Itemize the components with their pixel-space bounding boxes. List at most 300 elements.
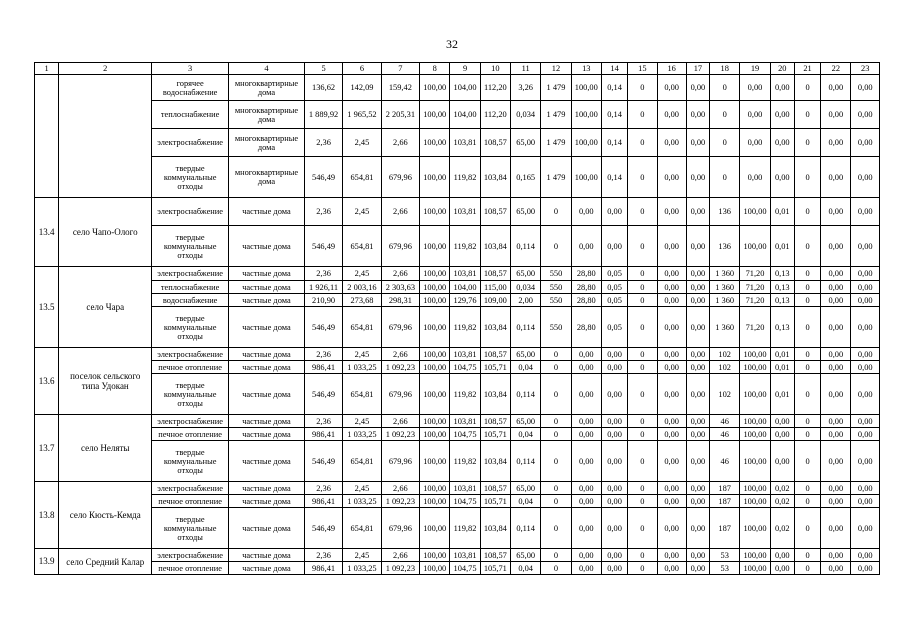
value-cell: 0 [794, 508, 820, 549]
page-number: 32 [446, 37, 458, 51]
value-cell: 0,05 [601, 294, 627, 307]
value-cell: 1 360 [710, 294, 740, 307]
value-cell: 100,00 [420, 75, 450, 101]
value-cell: 100,00 [740, 428, 770, 441]
value-cell: 71,20 [740, 267, 770, 281]
value-cell: 0,034 [511, 281, 541, 294]
value-cell: 0,00 [657, 267, 686, 281]
service-type: электроснабжение [152, 415, 229, 428]
column-number: 18 [710, 63, 740, 75]
service-type: твердые коммунальные отходы [152, 374, 229, 415]
value-cell: 0,00 [571, 226, 601, 267]
value-cell: 1 360 [710, 307, 740, 348]
value-cell: 0 [794, 562, 820, 575]
column-number-row [35, 63, 880, 75]
value-cell: 104,75 [450, 428, 480, 441]
value-cell: 0,00 [821, 361, 851, 374]
settlement-name: поселок сельского типа Удокан [59, 348, 152, 415]
value-cell: 102 [710, 348, 740, 361]
value-cell: 2,36 [304, 482, 342, 495]
value-cell: 0,00 [657, 198, 686, 226]
value-cell: 0,00 [686, 428, 709, 441]
column-number: 13 [571, 63, 601, 75]
value-cell: 108,57 [480, 415, 510, 428]
value-cell: 100,00 [420, 157, 450, 198]
value-cell: 0,00 [851, 348, 880, 361]
value-cell: 0,00 [571, 441, 601, 482]
value-cell: 0,00 [571, 374, 601, 415]
value-cell: 2,66 [381, 198, 419, 226]
value-cell: 1 360 [710, 267, 740, 281]
value-cell: 0,00 [821, 348, 851, 361]
value-cell: 0,00 [770, 157, 794, 198]
tariff-table [34, 62, 880, 575]
value-cell: 65,00 [511, 415, 541, 428]
value-cell: 0,04 [511, 495, 541, 508]
value-cell: 100,00 [420, 281, 450, 294]
value-cell: 0,00 [770, 441, 794, 482]
value-cell: 0,02 [770, 508, 794, 549]
value-cell: 273,68 [343, 294, 381, 307]
value-cell: 2,36 [304, 198, 342, 226]
value-cell: 0,00 [657, 129, 686, 157]
housing-type: частные дома [229, 482, 305, 495]
value-cell: 0,02 [770, 495, 794, 508]
value-cell: 0,00 [821, 75, 851, 101]
value-cell: 0 [628, 267, 657, 281]
value-cell: 298,31 [381, 294, 419, 307]
value-cell: 0,13 [770, 294, 794, 307]
value-cell: 28,80 [571, 267, 601, 281]
service-type: твердые коммунальные отходы [152, 307, 229, 348]
value-cell: 0 [794, 495, 820, 508]
value-cell: 0,00 [686, 101, 709, 129]
value-cell: 0,00 [821, 495, 851, 508]
housing-type: многоквартирные дома [229, 101, 305, 129]
value-cell: 100,00 [420, 415, 450, 428]
value-cell: 1 092,23 [381, 495, 419, 508]
column-number: 16 [657, 63, 686, 75]
value-cell: 103,84 [480, 307, 510, 348]
value-cell: 0,00 [821, 226, 851, 267]
table-row [35, 374, 880, 415]
value-cell: 53 [710, 562, 740, 575]
service-type: электроснабжение [152, 549, 229, 562]
value-cell: 103,84 [480, 157, 510, 198]
value-cell: 102 [710, 361, 740, 374]
housing-type: частные дома [229, 441, 305, 482]
value-cell: 65,00 [511, 198, 541, 226]
value-cell: 108,57 [480, 129, 510, 157]
value-cell: 210,90 [304, 294, 342, 307]
value-cell: 0,14 [601, 157, 627, 198]
value-cell: 1 479 [541, 75, 571, 101]
value-cell: 103,81 [450, 415, 480, 428]
value-cell: 546,49 [304, 307, 342, 348]
value-cell: 0,00 [821, 508, 851, 549]
column-number: 7 [381, 63, 419, 75]
value-cell: 71,20 [740, 294, 770, 307]
value-cell: 0,00 [770, 75, 794, 101]
value-cell: 0 [794, 361, 820, 374]
value-cell: 0 [794, 428, 820, 441]
value-cell: 0,00 [740, 129, 770, 157]
settlement-name: село Кюсть-Кемда [59, 482, 152, 549]
value-cell: 1 360 [710, 281, 740, 294]
value-cell: 2,45 [343, 198, 381, 226]
value-cell: 0,00 [657, 441, 686, 482]
value-cell: 0,05 [601, 281, 627, 294]
value-cell: 108,57 [480, 198, 510, 226]
service-type: твердые коммунальные отходы [152, 226, 229, 267]
column-number: 11 [511, 63, 541, 75]
value-cell: 0,00 [821, 198, 851, 226]
value-cell: 0,00 [601, 549, 627, 562]
value-cell: 0,00 [571, 495, 601, 508]
value-cell: 0 [541, 495, 571, 508]
value-cell: 0,00 [601, 361, 627, 374]
table-row [35, 267, 880, 281]
value-cell: 159,42 [381, 75, 419, 101]
value-cell: 108,57 [480, 267, 510, 281]
value-cell: 1 479 [541, 157, 571, 198]
value-cell: 0,00 [851, 549, 880, 562]
value-cell: 65,00 [511, 348, 541, 361]
column-number: 23 [851, 63, 880, 75]
value-cell: 187 [710, 508, 740, 549]
value-cell: 0,00 [686, 267, 709, 281]
service-type: печное отопление [152, 361, 229, 374]
value-cell: 28,80 [571, 307, 601, 348]
column-number: 10 [480, 63, 510, 75]
value-cell: 2,36 [304, 549, 342, 562]
value-cell: 0 [541, 226, 571, 267]
value-cell: 0 [541, 428, 571, 441]
value-cell: 0,00 [657, 549, 686, 562]
value-cell: 0,00 [851, 307, 880, 348]
value-cell: 0 [794, 75, 820, 101]
settlement-number: 13.4 [35, 198, 59, 267]
value-cell: 28,80 [571, 281, 601, 294]
value-cell: 2,36 [304, 415, 342, 428]
value-cell: 0,00 [821, 441, 851, 482]
value-cell: 100,00 [420, 267, 450, 281]
value-cell: 0,00 [686, 508, 709, 549]
value-cell: 0 [710, 129, 740, 157]
table-row [35, 129, 880, 157]
value-cell: 0 [628, 307, 657, 348]
value-cell: 0,00 [657, 101, 686, 129]
value-cell: 129,76 [450, 294, 480, 307]
value-cell: 0,00 [686, 441, 709, 482]
value-cell: 679,96 [381, 374, 419, 415]
value-cell: 0,00 [851, 428, 880, 441]
value-cell: 187 [710, 482, 740, 495]
value-cell: 0,00 [601, 226, 627, 267]
value-cell: 104,00 [450, 281, 480, 294]
column-number: 21 [794, 63, 820, 75]
value-cell: 0,00 [686, 482, 709, 495]
service-type: электроснабжение [152, 198, 229, 226]
value-cell: 0,00 [821, 428, 851, 441]
value-cell: 0,13 [770, 307, 794, 348]
value-cell: 0,04 [511, 428, 541, 441]
value-cell: 986,41 [304, 495, 342, 508]
housing-type: частные дома [229, 267, 305, 281]
value-cell: 136 [710, 198, 740, 226]
table-row [35, 294, 880, 307]
value-cell: 0,00 [571, 482, 601, 495]
value-cell: 0 [628, 281, 657, 294]
value-cell: 546,49 [304, 441, 342, 482]
settlement-name [59, 75, 152, 198]
value-cell: 0,00 [601, 428, 627, 441]
value-cell: 0,00 [601, 482, 627, 495]
value-cell: 2,45 [343, 482, 381, 495]
value-cell: 0,01 [770, 226, 794, 267]
value-cell: 100,00 [740, 415, 770, 428]
value-cell: 0 [710, 101, 740, 129]
value-cell: 100,00 [420, 441, 450, 482]
value-cell: 0,114 [511, 441, 541, 482]
service-type: горячее водоснабжение [152, 75, 229, 101]
value-cell: 46 [710, 441, 740, 482]
value-cell: 0 [794, 157, 820, 198]
table-row [35, 482, 880, 495]
table-row [35, 157, 880, 198]
value-cell: 0,114 [511, 508, 541, 549]
column-number: 3 [152, 63, 229, 75]
service-type: твердые коммунальные отходы [152, 508, 229, 549]
value-cell: 0 [541, 361, 571, 374]
value-cell: 104,00 [450, 101, 480, 129]
value-cell: 0 [628, 482, 657, 495]
value-cell: 0,00 [601, 441, 627, 482]
value-cell: 0,00 [657, 562, 686, 575]
value-cell: 0 [628, 157, 657, 198]
value-cell: 0,00 [851, 281, 880, 294]
value-cell: 2,45 [343, 129, 381, 157]
value-cell: 0,00 [851, 415, 880, 428]
value-cell: 0,00 [851, 75, 880, 101]
value-cell: 2,36 [304, 348, 342, 361]
value-cell: 2 303,63 [381, 281, 419, 294]
value-cell: 0,00 [851, 374, 880, 415]
value-cell: 1 092,23 [381, 428, 419, 441]
column-number: 12 [541, 63, 571, 75]
value-cell: 0,00 [657, 294, 686, 307]
value-cell: 103,81 [450, 348, 480, 361]
value-cell: 0,00 [821, 157, 851, 198]
value-cell: 0,00 [657, 482, 686, 495]
value-cell: 103,81 [450, 198, 480, 226]
value-cell: 0,00 [851, 562, 880, 575]
value-cell: 0,00 [821, 549, 851, 562]
value-cell: 100,00 [740, 348, 770, 361]
value-cell: 0 [628, 75, 657, 101]
value-cell: 1 965,52 [343, 101, 381, 129]
housing-type: частные дома [229, 294, 305, 307]
table-row [35, 562, 880, 575]
value-cell: 0,00 [740, 157, 770, 198]
table-row [35, 348, 880, 361]
value-cell: 0,00 [770, 428, 794, 441]
housing-type: частные дома [229, 508, 305, 549]
service-type: электроснабжение [152, 267, 229, 281]
value-cell: 0,00 [821, 294, 851, 307]
value-cell: 0,00 [686, 374, 709, 415]
value-cell: 0,00 [686, 129, 709, 157]
value-cell: 0 [628, 428, 657, 441]
value-cell: 0 [794, 226, 820, 267]
value-cell: 0,00 [686, 495, 709, 508]
value-cell: 100,00 [420, 348, 450, 361]
value-cell: 100,00 [740, 361, 770, 374]
value-cell: 0 [794, 294, 820, 307]
value-cell: 1 033,25 [343, 562, 381, 575]
value-cell: 2,00 [511, 294, 541, 307]
value-cell: 0,00 [740, 101, 770, 129]
column-number: 5 [304, 63, 342, 75]
value-cell: 0 [628, 198, 657, 226]
value-cell: 0,00 [851, 361, 880, 374]
value-cell: 0,00 [571, 198, 601, 226]
value-cell: 0,00 [821, 482, 851, 495]
value-cell: 0 [794, 348, 820, 361]
housing-type: многоквартирные дома [229, 75, 305, 101]
value-cell: 0,00 [851, 294, 880, 307]
housing-type: частные дома [229, 374, 305, 415]
table-row [35, 508, 880, 549]
table-row [35, 226, 880, 267]
value-cell: 2 003,16 [343, 281, 381, 294]
column-number: 15 [628, 63, 657, 75]
value-cell: 119,82 [450, 441, 480, 482]
value-cell: 0 [541, 415, 571, 428]
value-cell: 0,14 [601, 101, 627, 129]
settlement-name: село Неляты [59, 415, 152, 482]
value-cell: 679,96 [381, 508, 419, 549]
column-number: 4 [229, 63, 305, 75]
value-cell: 103,84 [480, 508, 510, 549]
housing-type: частные дома [229, 198, 305, 226]
value-cell: 0 [541, 562, 571, 575]
value-cell: 0 [794, 307, 820, 348]
value-cell: 0 [541, 374, 571, 415]
value-cell: 105,71 [480, 495, 510, 508]
service-type: водоснабжение [152, 294, 229, 307]
service-type: теплоснабжение [152, 281, 229, 294]
value-cell: 103,81 [450, 549, 480, 562]
value-cell: 0,14 [601, 129, 627, 157]
value-cell: 104,00 [450, 75, 480, 101]
column-number: 22 [821, 63, 851, 75]
housing-type: частные дома [229, 348, 305, 361]
value-cell: 0,00 [601, 508, 627, 549]
value-cell: 65,00 [511, 267, 541, 281]
value-cell: 0,01 [770, 361, 794, 374]
value-cell: 136,62 [304, 75, 342, 101]
table-row [35, 428, 880, 441]
value-cell: 0,00 [686, 562, 709, 575]
table-row [35, 101, 880, 129]
value-cell: 0 [794, 198, 820, 226]
table-body [35, 63, 880, 575]
housing-type: многоквартирные дома [229, 129, 305, 157]
value-cell: 1 889,92 [304, 101, 342, 129]
value-cell: 2,45 [343, 267, 381, 281]
value-cell: 0,00 [821, 307, 851, 348]
value-cell: 2,66 [381, 482, 419, 495]
value-cell: 100,00 [420, 198, 450, 226]
table-row [35, 495, 880, 508]
settlement-name: село Чапо-Олого [59, 198, 152, 267]
table-row [35, 75, 880, 101]
value-cell: 46 [710, 415, 740, 428]
value-cell: 0,00 [821, 129, 851, 157]
value-cell: 0 [628, 562, 657, 575]
value-cell: 119,82 [450, 508, 480, 549]
value-cell: 2,45 [343, 549, 381, 562]
value-cell: 103,84 [480, 374, 510, 415]
value-cell: 0,00 [657, 348, 686, 361]
table-row [35, 361, 880, 374]
value-cell: 100,00 [420, 549, 450, 562]
value-cell: 2,66 [381, 267, 419, 281]
value-cell: 100,00 [420, 361, 450, 374]
value-cell: 0,02 [770, 482, 794, 495]
value-cell: 550 [541, 281, 571, 294]
value-cell: 0,00 [770, 549, 794, 562]
value-cell: 100,00 [740, 482, 770, 495]
housing-type: частные дома [229, 495, 305, 508]
value-cell: 1 092,23 [381, 361, 419, 374]
value-cell: 0,00 [657, 415, 686, 428]
value-cell: 2,45 [343, 415, 381, 428]
value-cell: 100,00 [420, 307, 450, 348]
value-cell: 0,00 [686, 281, 709, 294]
settlement-number: 13.5 [35, 267, 59, 348]
table-row [35, 281, 880, 294]
value-cell: 0 [541, 549, 571, 562]
value-cell: 102 [710, 374, 740, 415]
value-cell: 0 [628, 101, 657, 129]
value-cell: 546,49 [304, 226, 342, 267]
value-cell: 100,00 [571, 101, 601, 129]
value-cell: 0 [628, 129, 657, 157]
value-cell: 119,82 [450, 374, 480, 415]
value-cell: 0,00 [657, 508, 686, 549]
value-cell: 0,00 [571, 508, 601, 549]
service-type: электроснабжение [152, 348, 229, 361]
value-cell: 65,00 [511, 129, 541, 157]
value-cell: 0,00 [657, 157, 686, 198]
value-cell: 0 [541, 441, 571, 482]
value-cell: 187 [710, 495, 740, 508]
value-cell: 0 [541, 508, 571, 549]
value-cell: 654,81 [343, 441, 381, 482]
service-type: печное отопление [152, 562, 229, 575]
value-cell: 0 [541, 482, 571, 495]
value-cell: 1 033,25 [343, 428, 381, 441]
value-cell: 2,66 [381, 549, 419, 562]
value-cell: 0,00 [851, 198, 880, 226]
value-cell: 0 [628, 348, 657, 361]
value-cell: 100,00 [420, 294, 450, 307]
value-cell: 0,00 [851, 129, 880, 157]
value-cell: 0,04 [511, 562, 541, 575]
value-cell: 100,00 [740, 495, 770, 508]
